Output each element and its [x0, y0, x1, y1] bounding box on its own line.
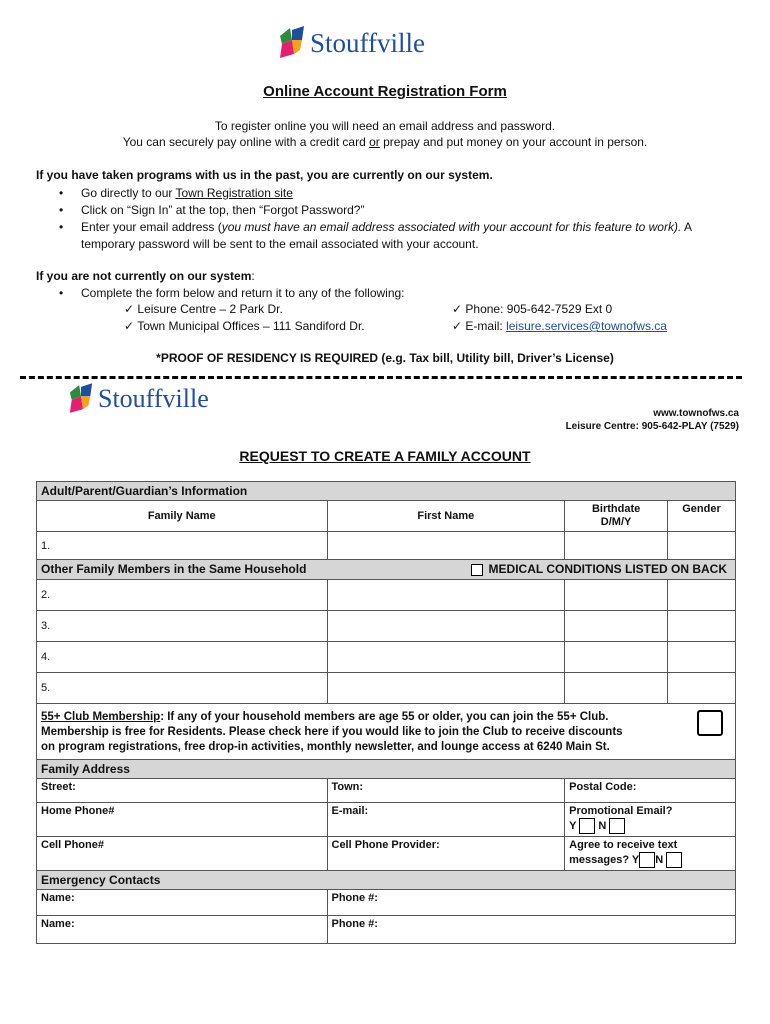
page-title: Online Account Registration Form [263, 83, 507, 100]
check-icon: ✓ [124, 302, 135, 316]
member-4-birth[interactable] [565, 642, 668, 673]
email-link[interactable]: leisure.services@townofws.ca [506, 319, 667, 333]
past-item-3: • Enter your email address (you must have an email address associated with your account for this feature to work). A temporary password will be sent to the email associated with your account. [81, 219, 741, 253]
proof-notice: *PROOF OF RESIDENCY IS REQUIRED (e.g. Tax bill, Utility bill, Driver’s License) [156, 351, 614, 365]
member-3-birth[interactable] [565, 611, 668, 642]
col-gender: Gender [668, 501, 736, 532]
member-2-birth[interactable] [565, 580, 668, 611]
member-row-5[interactable]: 5. [37, 673, 328, 704]
club-membership: 55+ Club Membership: If any of your household members are age 55 or older, you can join the 55+ Club. Membership is free for Residents. Please check here if you would like to join the Club to receive discounts on program registrations, free drop-in activities, monthly newsletter, and lounge access at 6240 Main St. [37, 704, 736, 760]
member-1-gender[interactable] [668, 532, 736, 560]
email-contact: ✓ E-mail: leisure.services@townofws.ca [452, 319, 667, 333]
emergency-name-2[interactable]: Name: [37, 916, 328, 944]
cell-provider-field[interactable]: Cell Phone Provider: [327, 837, 565, 871]
text-no-checkbox[interactable] [666, 852, 682, 868]
stouffville-logo-icon [278, 26, 306, 60]
member-2-first[interactable] [327, 580, 565, 611]
text-yes-checkbox[interactable] [639, 852, 655, 868]
registration-form [36, 481, 736, 944]
medical-conditions: MEDICAL CONDITIONS LISTED ON BACK [471, 562, 727, 576]
town-registration-link[interactable]: Town Registration site [175, 186, 293, 200]
past-item-1: • Go directly to our Town Registration site [81, 185, 741, 202]
past-item-2: • Click on “Sign In” at the top, then “Forgot Password?” [81, 202, 741, 219]
check-icon: ✓ [452, 302, 463, 316]
contact-web: www.townofws.ca [653, 408, 739, 419]
intro-line-1: To register online you will need an email address and password. [214, 119, 556, 133]
home-phone-field[interactable]: Home Phone# [37, 803, 328, 837]
member-5-birth[interactable] [565, 673, 668, 704]
promo-no-checkbox[interactable] [609, 818, 625, 834]
location-2: ✓ Town Municipal Offices – 111 Sandiford Dr. [124, 319, 365, 333]
promo-yes-checkbox[interactable] [579, 818, 595, 834]
member-row-2[interactable]: 2. [37, 580, 328, 611]
cut-line [20, 376, 742, 379]
check-icon: ✓ [124, 319, 135, 333]
promo-email: Promotional Email? Y N [565, 803, 736, 837]
emergency-name-1[interactable]: Name: [37, 890, 328, 916]
emergency-phone-1[interactable]: Phone #: [327, 890, 736, 916]
member-1-birth[interactable] [565, 532, 668, 560]
contact-leisure: Leisure Centre: 905-642-PLAY (7529) [565, 421, 739, 432]
intro-line-2: You can securely pay online with a credit card or prepay and put money on your account in person. [122, 135, 648, 149]
phone-contact: ✓ Phone: 905-642-7529 Ext 0 [452, 302, 613, 316]
top-logo [278, 26, 425, 60]
form-title: REQUEST TO CREATE A FAMILY ACCOUNT [239, 448, 531, 464]
member-2-gender[interactable] [668, 580, 736, 611]
emergency-phone-2[interactable]: Phone #: [327, 916, 736, 944]
brand-name: Stouffville [310, 27, 426, 58]
member-row-1[interactable]: 1. [37, 532, 328, 560]
text-messages: Agree to receive text messages? Y N [565, 837, 736, 871]
past-heading: If you have taken programs with us in the past, you are currently on our system. [36, 168, 493, 182]
town-field[interactable]: Town: [327, 779, 565, 803]
brand-name: Stouffville [98, 384, 209, 413]
medical-checkbox[interactable] [471, 564, 483, 576]
club-checkbox[interactable] [697, 710, 723, 736]
postal-field[interactable]: Postal Code: [565, 779, 736, 803]
member-5-first[interactable] [327, 673, 565, 704]
street-field[interactable]: Street: [37, 779, 328, 803]
col-family-name: Family Name [37, 501, 328, 532]
past-list [81, 185, 741, 253]
member-5-gender[interactable] [668, 673, 736, 704]
stouffville-logo-icon [68, 383, 94, 415]
notsys-item-1: • Complete the form below and return it to any of the following: [59, 286, 405, 300]
cell-phone-field[interactable]: Cell Phone# [37, 837, 328, 871]
member-3-first[interactable] [327, 611, 565, 642]
check-icon: ✓ [452, 319, 463, 333]
member-row-3[interactable]: 3. [37, 611, 328, 642]
adult-header: Adult/Parent/Guardian’s Information [37, 482, 736, 501]
col-first-name: First Name [327, 501, 565, 532]
emergency-header: Emergency Contacts [37, 871, 736, 890]
member-4-first[interactable] [327, 642, 565, 673]
others-header: Other Family Members in the Same Household MEDICAL CONDITIONS LISTED ON BACK [37, 560, 736, 580]
member-row-4[interactable]: 4. [37, 642, 328, 673]
notsys-heading: If you are not currently on our system: [36, 269, 255, 283]
email-field[interactable]: E-mail: [327, 803, 565, 837]
address-header: Family Address [37, 760, 736, 779]
member-4-gender[interactable] [668, 642, 736, 673]
member-1-first[interactable] [327, 532, 565, 560]
location-1: ✓ Leisure Centre – 2 Park Dr. [124, 302, 283, 316]
member-3-gender[interactable] [668, 611, 736, 642]
col-birthdate: Birthdate D/M/Y [565, 501, 668, 532]
mid-logo [68, 383, 209, 415]
